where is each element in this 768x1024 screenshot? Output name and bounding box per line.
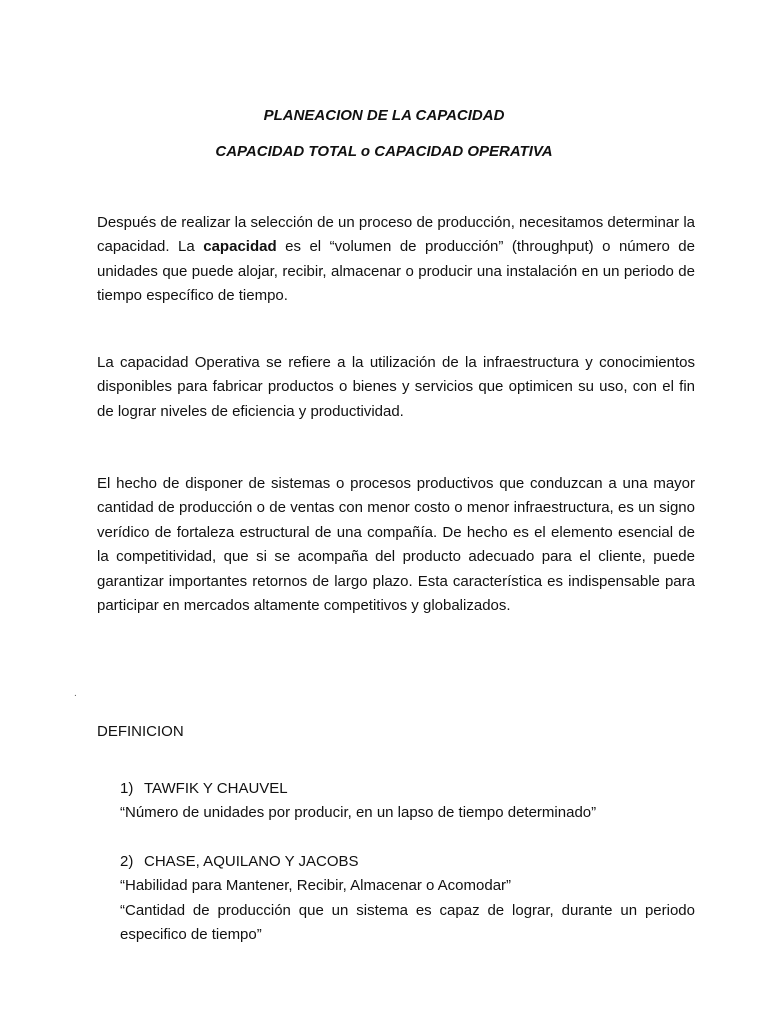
bold-term-capacidad: capacidad xyxy=(203,238,277,256)
definition-1-number: 1) xyxy=(120,780,134,797)
definition-1-heading xyxy=(120,777,695,801)
paragraph-competitiveness: El hecho de disponer de sistemas o procesos productivos que conduzcan a una mayor cantidad de producción o de ventas con menor costo o menor infraestructura, es un signo verídico de fortaleza estructural de una compañía. De hecho es el elemento esencial de la competitividad, que si se acompaña del producto adecuado para el cliente, puede garantizar importantes retornos de largo plazo. Esta característica es indispensable para participar en mercados altamente competitivos y globalizados. xyxy=(97,475,695,615)
definition-1-quote-1: “Número de unidades por producir, en un lapso de tiempo determinado” xyxy=(120,804,597,822)
definition-2-number: 2) xyxy=(120,853,134,870)
document-subtitle: CAPACIDAD TOTAL o CAPACIDAD OPERATIVA xyxy=(215,143,553,160)
paragraph-capacity-definition xyxy=(97,211,695,309)
definition-2-quote-1: “Habilidad para Mantener, Recibir, Almacenar o Acomodar” xyxy=(120,877,512,895)
definition-1-authors: TAWFIK Y CHAUVEL xyxy=(144,780,288,797)
stray-mark: . xyxy=(74,688,77,699)
paragraph-1-text-end: es el “volumen de producción” (throughput) o número de unidades que puede alojar, recibir, almacenar o producir una instalación en un periodo de tiempo específico de tiempo. xyxy=(97,238,695,305)
definition-heading: DEFINICION xyxy=(97,723,184,740)
definition-2-heading xyxy=(120,850,695,874)
paragraph-1-text-start: Después de realizar la selección de un proceso de producción, necesitamos determinar la capacidad. La xyxy=(97,214,695,256)
paragraph-operative-capacity: La capacidad Operativa se refiere a la utilización de la infraestructura y conocimientos disponibles para fabricar productos o bienes y servicios que optimicen su uso, con el fin de lograr niveles de eficiencia y productividad. xyxy=(97,354,695,420)
definition-item-2 xyxy=(120,850,695,948)
document-title: PLANEACION DE LA CAPACIDAD xyxy=(263,107,505,124)
definition-2-authors: CHASE, AQUILANO Y JACOBS xyxy=(144,853,359,870)
definition-2-quote-2: “Cantidad de producción que un sistema es capaz de lograr, durante un periodo especifico de tiempo” xyxy=(120,901,695,944)
definition-item-1 xyxy=(120,777,695,826)
